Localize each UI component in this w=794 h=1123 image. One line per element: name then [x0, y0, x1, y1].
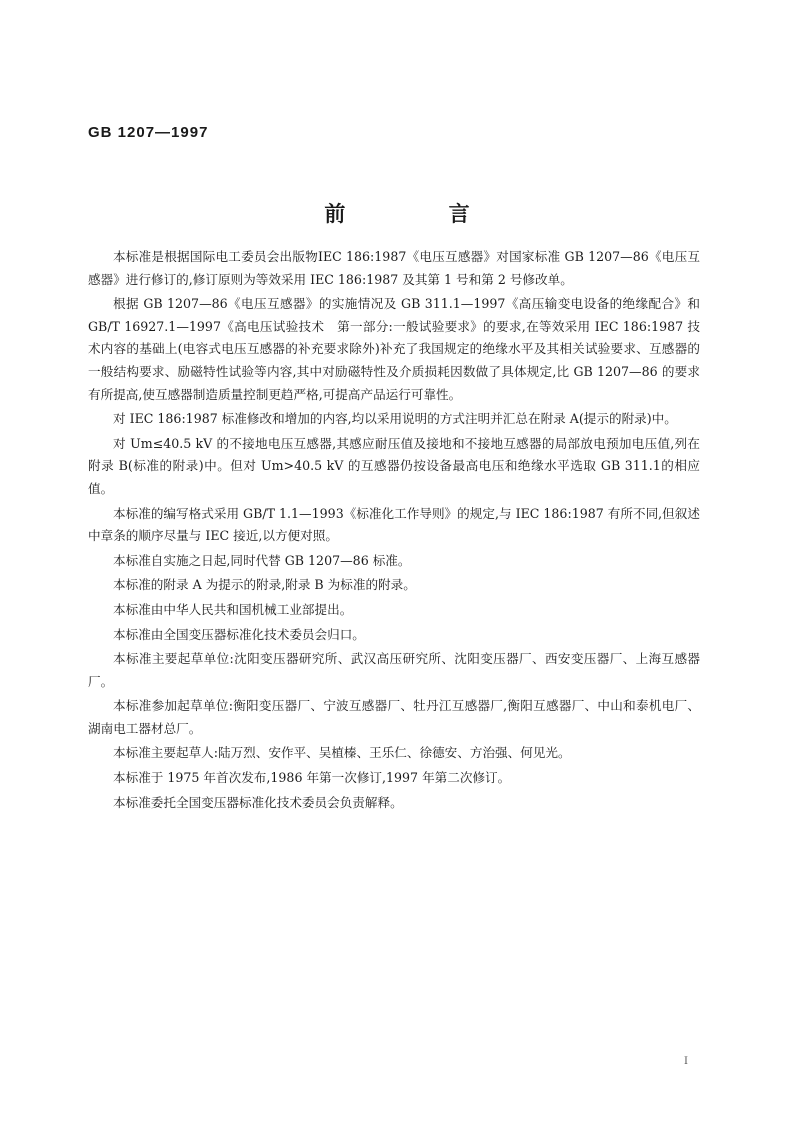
page-number: I — [684, 1056, 688, 1067]
paragraph: 根据 GB 1207—86《电压互感器》的实施情况及 GB 311.1—1997《高压输变电设备的绝缘配合》和 GB/T 16927.1—1997《高电压试验技术 第一部分:一般试验要求》的要求,在等效采用 IEC 186:1987 技术内容的基础上(电容式电压互感器的补充要求除外)补充了我国规定的绝缘水平及其相关试验要求、互感器的一般结构要求、励磁特性试验等内容,其中对励磁特性及介质损耗因数做了具体规定,比 GB 1207—86 的要求有所提高,使互感器制造质量控制更趋严格,可提高产品运行可靠性。 — [88, 296, 700, 402]
paragraph: 对 Um≤40.5 kV 的不接地电压互感器,其感应耐压值及接地和不接地互感器的局部放电预加电压值,列在附录 B(标准的附录)中。但对 Um>40.5 kV 的互感器仍按设备最高电压和绝缘水平选取 GB 311.1的相应值。 — [88, 435, 700, 496]
paragraph: 本标准主要起草单位:沈阳变压器研究所、武汉高压研究所、沈阳变压器厂、西安变压器厂、上海互感器厂。 — [88, 651, 700, 689]
standard-code: GB 1207—1997 — [88, 124, 209, 141]
paragraph: 本标准的编写格式采用 GB/T 1.1—1993《标准化工作导则》的规定,与 IEC 186:1987 有所不同,但叙述中章条的顺序尽量与 IEC 接近,以方便对照。 — [88, 505, 700, 544]
paragraph: 本标准自实施之日起,同时代替 GB 1207—86 标准。 — [113, 552, 411, 568]
paragraph: 本标准的附录 A 为提示的附录,附录 B 为标准的附录。 — [113, 577, 416, 593]
paragraph: 本标准由全国变压器标准化技术委员会归口。 — [113, 626, 365, 642]
paragraph: 本标准是根据国际电工委员会出版物IEC 186:1987《电压互感器》对国家标准 GB 1207—86《电压互感器》进行修订的,修订原则为等效采用 IEC 186:1987 及其第 1 号和第 2 号修改单。 — [88, 249, 700, 287]
paragraph: 本标准主要起草人:陆万烈、安作平、吴植榛、王乐仁、徐德安、方治强、何见光。 — [113, 745, 571, 761]
page-title: 前 言 — [324, 202, 518, 226]
paragraph: 本标准由中华人民共和国机械工业部提出。 — [113, 601, 353, 617]
paragraph: 本标准参加起草单位:衡阳变压器厂、宁波互感器厂、牡丹江互感器厂,衡阳互感器厂、中山和泰机电厂、湖南电工器材总厂。 — [88, 698, 700, 736]
foreword-body — [88, 246, 700, 814]
paragraph: 本标准于 1975 年首次发布,1986 年第一次修订,1997 年第二次修订。 — [113, 770, 511, 786]
paragraph: 本标准委托全国变压器标准化技术委员会负责解释。 — [113, 794, 403, 810]
paragraph: 对 IEC 186:1987 标准修改和增加的内容,均以采用说明的方式注明并汇总在附录 A(提示的附录)中。 — [113, 411, 677, 427]
